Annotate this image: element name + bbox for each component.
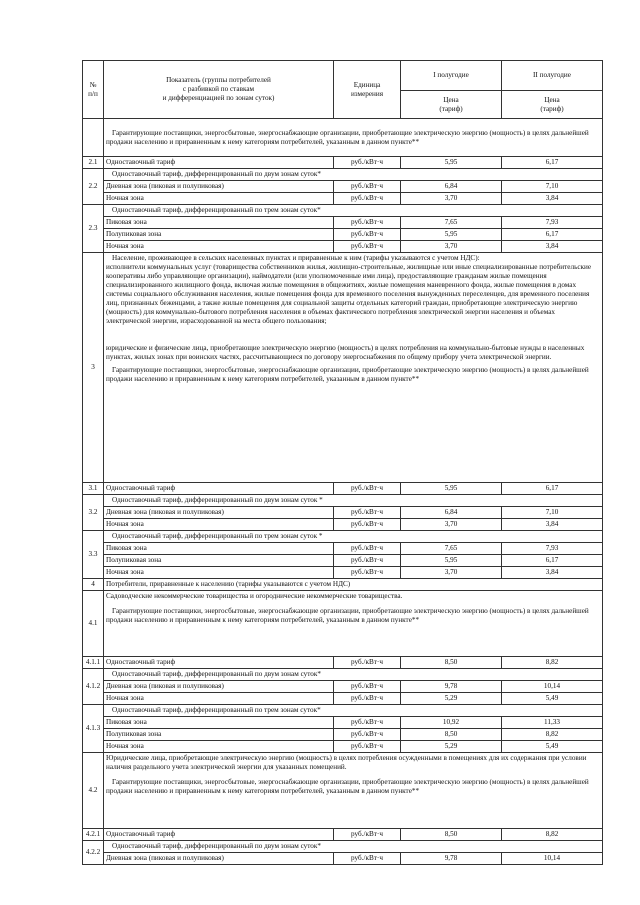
zone-label: Дневная зона (пиковая и полупиковая) bbox=[104, 681, 334, 693]
row-number: 3 bbox=[83, 253, 104, 483]
zone-label: Дневная зона (пиковая и полупиковая) bbox=[104, 181, 334, 193]
paragraph: Юридические лица, приобретающие электрическую энергию (мощность) в целях потребления осужденными в помещениях для их содержания при условии наличия раздельного учета электрической энергии для указанных помещений. bbox=[106, 754, 587, 771]
convicts-premises-description bbox=[104, 753, 603, 829]
zone-label: Пиковая зона bbox=[104, 717, 334, 729]
paragraph: Садоводческие некоммерческие товарищества и огороднические некоммерческие товарищества. bbox=[106, 592, 403, 600]
price-first-half: 3,70 bbox=[401, 519, 502, 531]
unit-cell: руб./кВт·ч bbox=[334, 181, 401, 193]
unit-cell: руб./кВт·ч bbox=[334, 693, 401, 705]
zone-label: Полупиковая зона bbox=[104, 729, 334, 741]
price-second-half: 3,84 bbox=[502, 193, 603, 205]
row-number: 2.3 bbox=[83, 205, 104, 253]
unit-cell: руб./кВт·ч bbox=[334, 217, 401, 229]
tariff-document-page bbox=[82, 60, 602, 865]
price-first-half: 6,84 bbox=[401, 181, 502, 193]
row-number: 3.2 bbox=[83, 495, 104, 531]
price-second-half: 6,17 bbox=[502, 483, 603, 495]
unit-cell: руб./кВт·ч bbox=[334, 229, 401, 241]
row-number: 4.1.1 bbox=[83, 657, 104, 669]
price-second-half: 3,84 bbox=[502, 567, 603, 579]
header-first-half: I полугодие bbox=[401, 61, 502, 91]
price-first-half: 5,95 bbox=[401, 229, 502, 241]
unit-cell: руб./кВт·ч bbox=[334, 555, 401, 567]
row-number: 2.2 bbox=[83, 169, 104, 205]
paragraph: Население, проживающее в сельских населенных пунктах и приравненные к ним (тарифы указываются с учетом НДС): bbox=[112, 254, 480, 262]
zone-label: Ночная зона bbox=[104, 693, 334, 705]
row-number: 4.2.1 bbox=[83, 829, 104, 841]
unit-cell: руб./кВт·ч bbox=[334, 507, 401, 519]
price-first-half: 5,29 bbox=[401, 741, 502, 753]
guarantee-note: Гарантирующие поставщики, энергосбытовые, энергоснабжающие организации, приобретающие электрическую энергию (мощность) в целях дальнейшей продажи населению и приравненным к нему категориям потребителей, указанным в данном пункте** bbox=[106, 778, 589, 795]
section-title: Потребители, приравненные к населению (тарифы указываются с учетом НДС) bbox=[104, 579, 603, 591]
zone-label: Полупиковая зона bbox=[104, 555, 334, 567]
row-number: 4 bbox=[83, 579, 104, 591]
header-num: № п/п bbox=[83, 61, 104, 119]
header-price-1: Цена (тариф) bbox=[401, 91, 502, 119]
price-first-half: 8,50 bbox=[401, 829, 502, 841]
price-first-half: 5,95 bbox=[401, 157, 502, 169]
unit-cell: руб./кВт·ч bbox=[334, 241, 401, 253]
zone-label: Дневная зона (пиковая и полупиковая) bbox=[104, 853, 334, 865]
price-first-half: 5,95 bbox=[401, 483, 502, 495]
price-second-half: 3,84 bbox=[502, 519, 603, 531]
price-second-half: 7,93 bbox=[502, 543, 603, 555]
tariff-group-label: Одноставочный тариф, дифференцированный по трем зонам суток* bbox=[104, 205, 603, 217]
paragraph: юридические и физические лица, приобретающие электрическую энергию (мощность) в целях потребления на коммунально-бытовые нужды в населенных пунктах, жилых зонах при воинских частях, рассчитывающиеся по договору энергоснабжения по общему прибору учета электрической энергии. bbox=[106, 344, 585, 361]
tariff-group-label: Одноставочный тариф, дифференцированный по двум зонам суток* bbox=[104, 669, 603, 681]
price-first-half: 3,70 bbox=[401, 193, 502, 205]
price-second-half: 8,82 bbox=[502, 729, 603, 741]
zone-label: Ночная зона bbox=[104, 567, 334, 579]
unit-cell: руб./кВт·ч bbox=[334, 657, 401, 669]
price-first-half: 7,65 bbox=[401, 543, 502, 555]
gardening-partnerships-description bbox=[104, 591, 603, 657]
rural-population-description bbox=[104, 253, 603, 483]
row-number: 4.1.2 bbox=[83, 669, 104, 705]
tariff-label: Одноставочный тариф bbox=[104, 157, 334, 169]
price-second-half: 10,14 bbox=[502, 681, 603, 693]
tariff-label: Одноставочный тариф bbox=[104, 829, 334, 841]
price-second-half: 11,33 bbox=[502, 717, 603, 729]
unit-cell: руб./кВт·ч bbox=[334, 193, 401, 205]
price-first-half: 8,50 bbox=[401, 657, 502, 669]
price-second-half: 7,10 bbox=[502, 507, 603, 519]
unit-cell: руб./кВт·ч bbox=[334, 729, 401, 741]
header-second-half: II полугодие bbox=[502, 61, 603, 91]
row-number: 4.2.2 bbox=[83, 841, 104, 865]
price-second-half: 5,49 bbox=[502, 693, 603, 705]
price-second-half: 3,84 bbox=[502, 241, 603, 253]
price-first-half: 8,50 bbox=[401, 729, 502, 741]
row-number: 3.1 bbox=[83, 483, 104, 495]
header-price-2: Цена (тариф) bbox=[502, 91, 603, 119]
guarantee-note: Гарантирующие поставщики, энергосбытовые, энергоснабжающие организации, приобретающие электрическую энергию (мощность) в целях дальнейшей продажи населению и приравненным к нему категориям потребителей, указанным в данном пункте** bbox=[106, 607, 589, 624]
tariff-table bbox=[82, 60, 603, 865]
row-number: 4.1.3 bbox=[83, 705, 104, 753]
price-first-half: 7,65 bbox=[401, 217, 502, 229]
price-first-half: 3,70 bbox=[401, 567, 502, 579]
num-cell bbox=[83, 119, 104, 157]
guarantee-note: Гарантирующие поставщики, энергосбытовые, энергоснабжающие организации, приобретающие электрическую энергию (мощность) в целях дальнейшей продажи населению и приравненным к нему категориям потребителей, указанным в данном пункте** bbox=[104, 119, 603, 157]
tariff-label: Одноставочный тариф bbox=[104, 483, 334, 495]
zone-label: Пиковая зона bbox=[104, 543, 334, 555]
price-first-half: 10,92 bbox=[401, 717, 502, 729]
zone-label: Ночная зона bbox=[104, 741, 334, 753]
header-unit: Единица измерения bbox=[334, 61, 401, 119]
tariff-group-label: Одноставочный тариф, дифференцированный по двум зонам суток* bbox=[104, 841, 603, 853]
guarantee-note: Гарантирующие поставщики, энергосбытовые, энергоснабжающие организации, приобретающие электрическую энергию (мощность) в целях дальнейшей продажи населению и приравненным к нему категориям потребителей, указанным в данном пункте** bbox=[106, 366, 589, 383]
unit-cell: руб./кВт·ч bbox=[334, 853, 401, 865]
zone-label: Ночная зона bbox=[104, 193, 334, 205]
price-second-half: 8,82 bbox=[502, 657, 603, 669]
price-first-half: 5,29 bbox=[401, 693, 502, 705]
price-first-half: 9,78 bbox=[401, 853, 502, 865]
price-first-half: 5,95 bbox=[401, 555, 502, 567]
price-first-half: 9,78 bbox=[401, 681, 502, 693]
price-second-half: 10,14 bbox=[502, 853, 603, 865]
row-number: 3.3 bbox=[83, 531, 104, 579]
unit-cell: руб./кВт·ч bbox=[334, 567, 401, 579]
tariff-label: Одноставочный тариф bbox=[104, 657, 334, 669]
zone-label: Ночная зона bbox=[104, 241, 334, 253]
unit-cell: руб./кВт·ч bbox=[334, 543, 401, 555]
unit-cell: руб./кВт·ч bbox=[334, 717, 401, 729]
unit-cell: руб./кВт·ч bbox=[334, 519, 401, 531]
tariff-group-label: Одноставочный тариф, дифференцированный по двум зонам суток * bbox=[104, 495, 603, 507]
unit-cell: руб./кВт·ч bbox=[334, 829, 401, 841]
row-number: 4.1 bbox=[83, 591, 104, 657]
row-number: 4.2 bbox=[83, 753, 104, 829]
price-second-half: 5,49 bbox=[502, 741, 603, 753]
zone-label: Пиковая зона bbox=[104, 217, 334, 229]
unit-cell: руб./кВт·ч bbox=[334, 681, 401, 693]
price-second-half: 7,10 bbox=[502, 181, 603, 193]
tariff-group-label: Одноставочный тариф, дифференцированный по трем зонам суток * bbox=[104, 531, 603, 543]
price-second-half: 6,17 bbox=[502, 157, 603, 169]
row-number: 2.1 bbox=[83, 157, 104, 169]
tariff-group-label: Одноставочный тариф, дифференцированный по трем зонам суток* bbox=[104, 705, 603, 717]
tariff-group-label: Одноставочный тариф, дифференцированный по двум зонам суток* bbox=[104, 169, 603, 181]
price-second-half: 7,93 bbox=[502, 217, 603, 229]
price-second-half: 8,82 bbox=[502, 829, 603, 841]
price-first-half: 3,70 bbox=[401, 241, 502, 253]
zone-label: Дневная зона (пиковая и полупиковая) bbox=[104, 507, 334, 519]
paragraph: исполнители коммунальных услуг (товарищества собственников жилья, жилищно-строительные, жилищные или иные специализированные потребительские кооперативы либо управляющие организации), наймодатели (или уполномоченные ими лица), предоставляющие гражданам жилые помещения специализированного жилищного фонда, включая жилые помещения в общежитиях, жилые помещения маневренного фонда, жилые помещения в домах системы социального обслуживания населения, жилые помещения фонда для временного поселения вынужденных переселенцев, для временного поселения лиц, признанных беженцами, а также жилые помещения для социальной защиты отдельных категорий граждан, приобретающие электрическую энергию (мощность) для коммунально-бытового потребления населения в объемах фактического потребления электрической энергии населения и объемах электрической энергии, израсходованной на места общего пользования; bbox=[106, 263, 592, 325]
price-first-half: 6,84 bbox=[401, 507, 502, 519]
header-indicator: Показатель (группы потребителей с разбивкой по ставкам и дифференциацией по зонам суток) bbox=[104, 61, 334, 119]
unit-cell: руб./кВт·ч bbox=[334, 741, 401, 753]
zone-label: Полупиковая зона bbox=[104, 229, 334, 241]
unit-cell: руб./кВт·ч bbox=[334, 157, 401, 169]
zone-label: Ночная зона bbox=[104, 519, 334, 531]
price-second-half: 6,17 bbox=[502, 229, 603, 241]
price-second-half: 6,17 bbox=[502, 555, 603, 567]
unit-cell: руб./кВт·ч bbox=[334, 483, 401, 495]
